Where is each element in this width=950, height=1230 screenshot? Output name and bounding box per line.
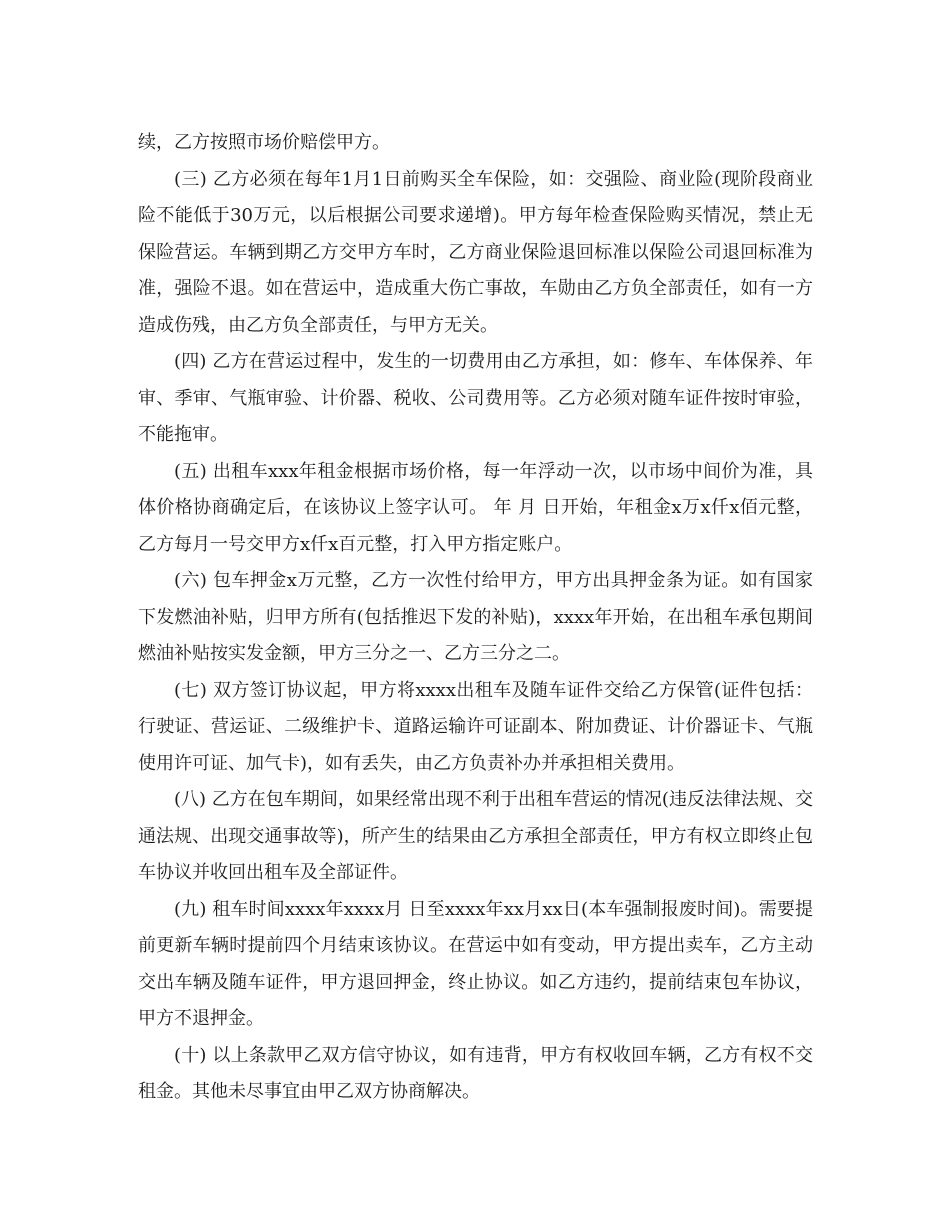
- paragraph-clause-7: (七) 双方签订协议起，甲方将xxxx出租车及随车证件交给乙方保管(证件包括：行驶证、营运证、二级维护卡、道路运输许可证副本、附加费证、计价器证卡、气瓶使用许可证、加气卡)，如有丢失，由乙方负责补办并承担相关费用。: [138, 679, 813, 774]
- paragraph-clause-8: (八) 乙方在包车期间，如果经常出现不利于出租车营运的情况(违反法律法规、交通法规、出现交通事故等)，所产生的结果由乙方承担全部责任，甲方有权立即终止包车协议并收回出租车及全部证件。: [138, 789, 813, 883]
- paragraph-clause-5: (五) 出租车xxx年租金根据市场价格，每一年浮动一次，以市场中间价为准，具体价格协商确定后，在该协议上签字认可。 年 月 日开始，年租金x万x仟x佰元整，乙方每月一号交甲方x仟x百元整，打入甲方指定账户。: [138, 460, 813, 555]
- paragraph-clause-10: (十) 以上条款甲乙双方信守协议，如有违背，甲方有权收回车辆，乙方有权不交租金。其他未尽事宜由甲乙双方协商解决。: [138, 1044, 813, 1102]
- paragraph-clause-9: (九) 租车时间xxxx年xxxx月 日至xxxx年xx月xx日(本车强制报废时间)。需要提前更新车辆时提前四个月结束该协议。在营运中如有变动，甲方提出卖车，乙方主动交出车辆及随车证件，甲方退回押金，终止协议。如乙方违约，提前结束包车协议，甲方不退押金。: [138, 898, 813, 1029]
- paragraph-continuation: 续，乙方按照市场价赔偿甲方。: [138, 132, 390, 153]
- paragraph-clause-4: (四) 乙方在营运过程中，发生的一切费用由乙方承担，如：修车、车体保养、年审、季审、气瓶审验、计价器、税收、公司费用等。乙方必须对随车证件按时审验，不能拖审。: [138, 351, 813, 445]
- paragraph-clause-6: (六) 包车押金x万元整，乙方一次性付给甲方，甲方出具押金条为证。如有国家下发燃油补贴，归甲方所有(包括推迟下发的补贴)，xxxx年开始，在出租车承包期间燃油补贴按实发金额，甲方三分之一、乙方三分之二。: [138, 570, 813, 664]
- paragraph-clause-3: (三) 乙方必须在每年1月1日前购买全车保险，如：交强险、商业险(现阶段商业险不能低于30万元，以后根据公司要求递增)。甲方每年检查保险购买情况，禁止无保险营运。车辆到期乙方交甲方车时，乙方商业保险退回标准以保险公司退回标准为准，强险不退。如在营运中，造成重大伤亡事故，车勋由乙方负全部责任，如有一方造成伤残，由乙方负全部责任，与甲方无关。: [138, 168, 813, 336]
- document-body: [138, 125, 813, 1111]
